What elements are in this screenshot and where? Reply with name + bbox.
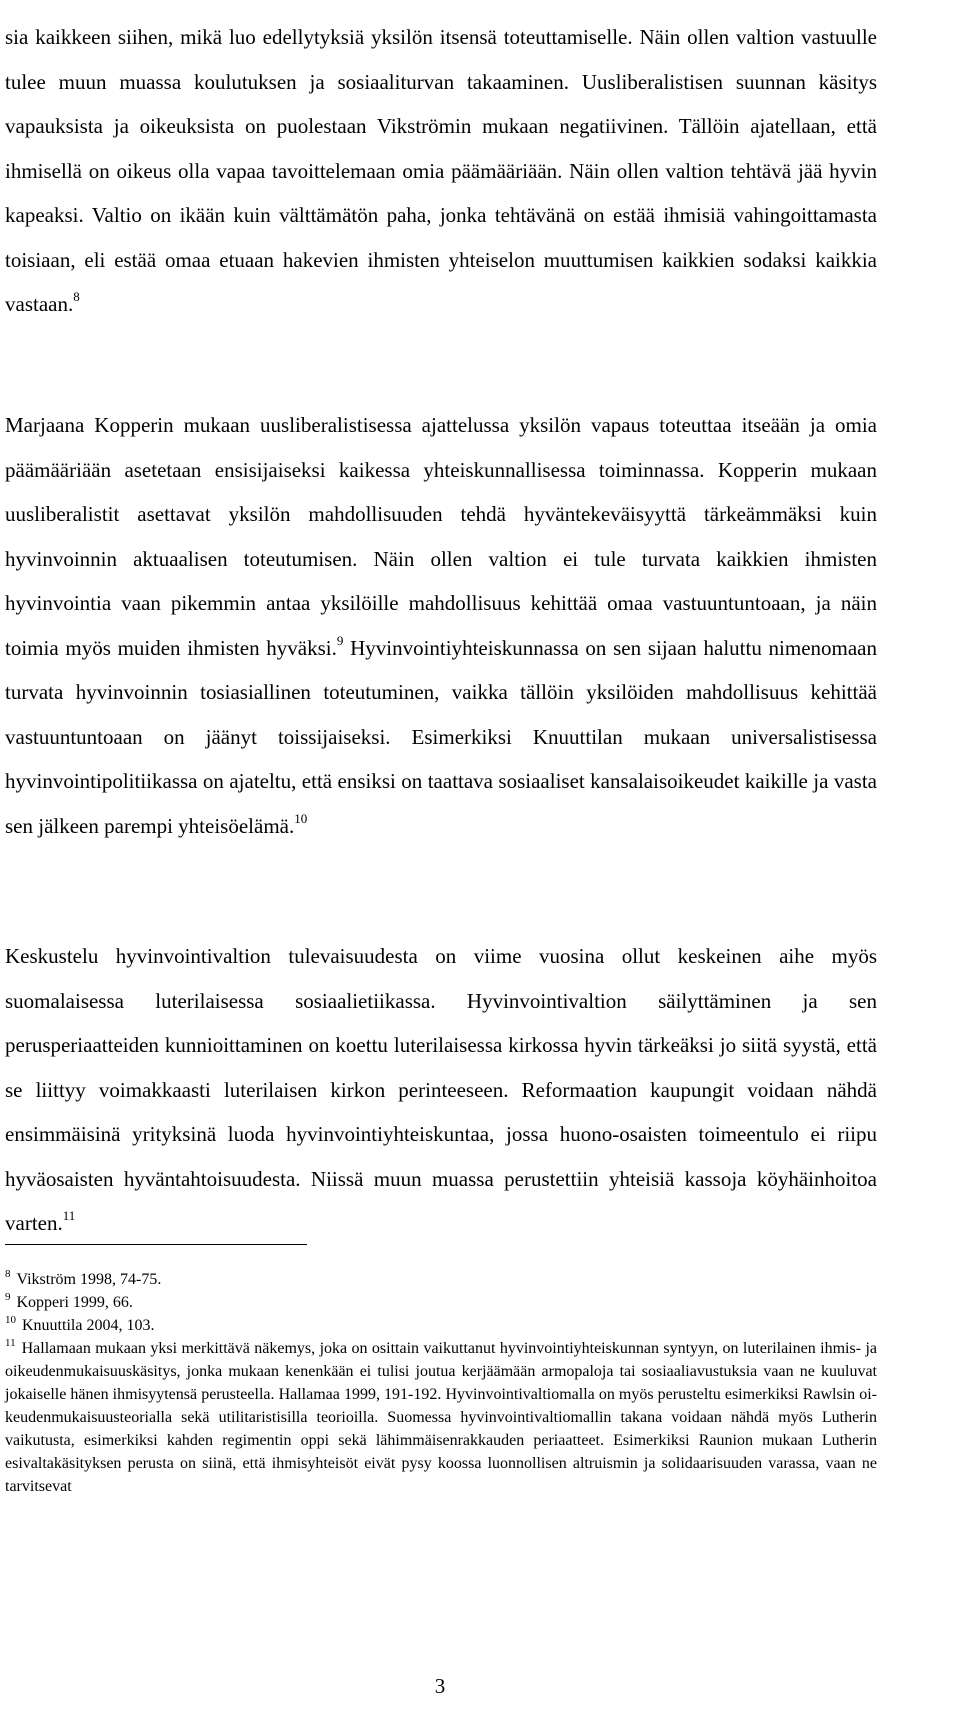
page-number: 3: [434, 1674, 446, 1698]
footnote-number: 10: [5, 1314, 16, 1326]
footnotes: [5, 1268, 877, 1498]
paragraph-1-text: sia kaikkeen siihen, mikä luo edellytyksiä yksilön itsensä toteuttamiselle. Näin ollen valtion vastuulle tulee muun muassa koulutuksen ja sosiaaliturvan takaaminen. Uusliberalistisen suunnan käsitys vapauksista ja oikeuksista on puolestaan Vikströmin mukaan negatiivinen. Tällöin ajatellaan, että ihmisellä on oikeus olla vapaa tavoittelemaan omia päämääriään. Näin ollen valtion tehtävä jää hyvin kapeaksi. Valtio on ikään kuin välttämätön paha, jonka tehtävänä on estää ihmisiä vahingoittamasta toisiaan, eli estää omaa etuaan hakevien ihmisten yhteiselon muuttumisen kaikkien sodaksi kaikkia vastaan.: [5, 25, 877, 316]
footnote-text: Kopperi 1999, 66.: [16, 1294, 133, 1311]
footnote-number: 9: [5, 1291, 11, 1303]
footnote-separator: [5, 1244, 307, 1245]
footnote-8: [5, 1268, 877, 1291]
body-paragraph-2: [5, 403, 877, 848]
footnote-number: 8: [5, 1268, 11, 1280]
paragraph-2-text-b: Hyvinvointiyhteiskunnassa on sen sijaan haluttu nimenomaan turvata hyvinvoinnin tosiasiallinen toteutuminen, vaikka tällöin yksilöiden mahdollisuus kehittää vastuuntuntoaan on jäänyt toissijaiseksi. Esimerkiksi Knuuttilan mukaan universalistisessa hyvinvointipolitiikassa on ajateltu, että ensiksi on taattava sosiaaliset kansalaisoikeudet kaikille ja vasta sen jälkeen parempi yhteisöelämä.: [5, 635, 877, 838]
paragraph-3-text: Keskustelu hyvinvointivaltion tulevaisuudesta on viime vuosina ollut keskeinen aihe myös suomalaisessa luterilaisessa sosiaalietiikassa. Hyvinvointivaltion säilyttäminen ja sen perusperiaatteiden kunnioittaminen on koettu luterilaisessa kirkossa hyvin tärkeäksi jo siitä syystä, että se liittyy voimakkaasti luterilaisen kirkon perinteeseen. Reformaation kaupungit voidaan nähdä ensimmäisinä yrityksinä luoda hyvinvointiyhteiskuntaa, jossa huono-osaisten toimeentulo ei riipu hyväosaisten hyväntahtoisuudesta. Niissä muun muassa perustettiin yhteisiä kassoja köyhäinhoitoa varten.: [5, 944, 877, 1235]
footnote-text: Knuuttila 2004, 103.: [22, 1317, 155, 1334]
body-paragraph-1: [5, 15, 877, 327]
footnote-text: Hallamaan mukaan yksi merkittävä näkemys, joka on osittain vaikuttanut hyvinvointiyhteiskunnan syntyyn, on luterilainen ihmis- ja oikeudenmukaisuuskäsitys, jonka mukaan kenenkään ei tulisi joutua kerjäämään armopaloja tai sosiaaliavustuksia vaan ne kuuluvat jokaiselle hänen ihmisyytensä perusteella. Hallamaa 1999, 191-192. Hyvinvointivaltiomalla on myös perusteltu esimerkiksi Rawlsin oikeudenmukaisuusteorialla sekä utilitaristisilla teorioilla. Suomessa hyvinvointivaltiomallin takana voidaan nähdä myös Lutherin vaikutusta, esimerkiksi kahden regimentin oppi sekä lähimmäisenrakkauden periaatteet. Esimerkiksi Raunion mukaan Lutherin esivaltakäsityksen perusta on siinä, että ihmisyhteisöt eivät pysy koossa luonnollisen altruismin ja solidaarisuuden varassa, vaan ne tarvitsevat: [5, 1340, 877, 1495]
footnote-ref-11[interactable]: 11: [62, 1208, 76, 1223]
paragraph-2-text-a: Marjaana Kopperin mukaan uusliberalistisessa ajattelussa yksilön vapaus toteuttaa itseään ja omia päämääriään asetetaan ensisijaiseksi kaikessa yhteiskunnallisessa toiminnassa. Kopperin mukaan uusliberalistit asettavat yksilön mahdollisuuden tehdä hyväntekeväisyyttä tärkeämmäksi kuin hyvinvoinnin aktuaalisen toteutumisen. Näin ollen valtion ei tule turvata kaikkien ihmisten hyvinvointia vaan pikemmin antaa yksilöille mahdollisuus kehittää omaa vastuuntuntoaan, ja näin toimia myös muiden ihmisten hyväksi.: [5, 413, 877, 660]
footnote-ref-10[interactable]: 10: [294, 810, 308, 826]
footnote-11: [5, 1337, 877, 1498]
body-paragraph-3: [5, 934, 877, 1246]
footnote-number: 11: [5, 1337, 16, 1349]
footnote-10: [5, 1314, 877, 1337]
footnote-9: [5, 1291, 877, 1314]
footnote-text: Vikström 1998, 74-75.: [16, 1271, 162, 1288]
footnote-ref-9[interactable]: 9: [336, 632, 344, 648]
footnote-ref-8[interactable]: 8: [73, 289, 80, 304]
